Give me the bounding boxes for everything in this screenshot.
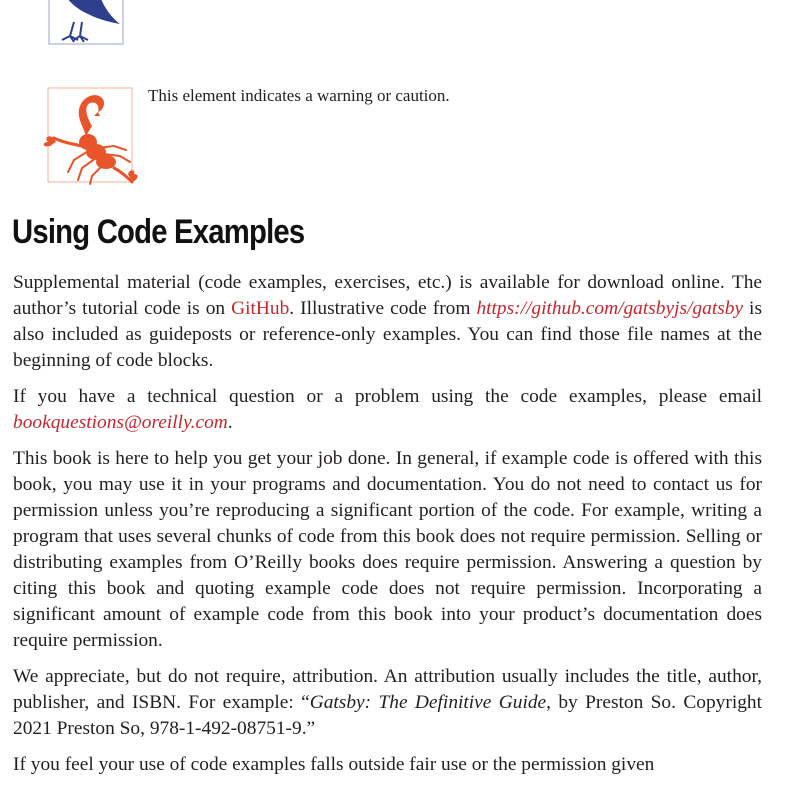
paragraph-contact [13,384,762,436]
section-heading: Using Code Examples [12,213,305,251]
paragraph-text: Supplemental material (code examples, exercises, etc.) is available for download online. The author’s tutorial code is on [13,272,762,319]
section-body [13,270,762,788]
gatsby-repo-link[interactable]: https://github.com/gatsbyjs/gatsby [476,298,744,319]
book-title: Gatsby: The Definitive Guide [309,692,547,713]
paragraph-text: , by Preston So. Copyright 2021 Preston So, 978-1-492-08751-9.” [13,692,762,739]
paragraph-text: If you have a technical question or a problem using the code examples, please email [13,386,762,407]
warning-note-text: This element indicates a warning or caution. [148,86,450,105]
github-link[interactable]: GitHub [231,298,290,319]
paragraph-permissions: This book is here to help you get your job done. In general, if example code is offered with this book, you may use it in your programs and documentation. You do not need to contact us for permission unless you’re reproducing a significant portion of the code. For example, writing a program that uses several chunks of code from this book does not require permission. Selling or distributing examples from O’Reilly books does require permission. Answering a question by citing this book and quoting example code does not require permission. Incorporating a significant amount of example code from this book into your product’s documentation does require permission. [13,448,762,651]
paragraph-text: . Illustrative code from [289,298,477,319]
bird-icon [48,0,124,46]
paragraph-text: is also included as guideposts or reference-only examples. You can find those file names at the beginning of code blocks. [13,298,762,371]
paragraph-text: We appreciate, but do not require, attribution. An attribution usually includes the title, author, publisher, and ISBN. For example: “ [13,666,762,713]
paragraph-attribution [13,664,762,742]
scorpion-icon [36,86,140,186]
paragraph-fair-use: If you feel your use of code examples falls outside fair use or the permission given [13,754,655,775]
paragraph-supplemental [13,270,762,374]
email-link[interactable]: bookquestions@oreilly.com [13,412,228,433]
paragraph-text: . [227,412,233,433]
